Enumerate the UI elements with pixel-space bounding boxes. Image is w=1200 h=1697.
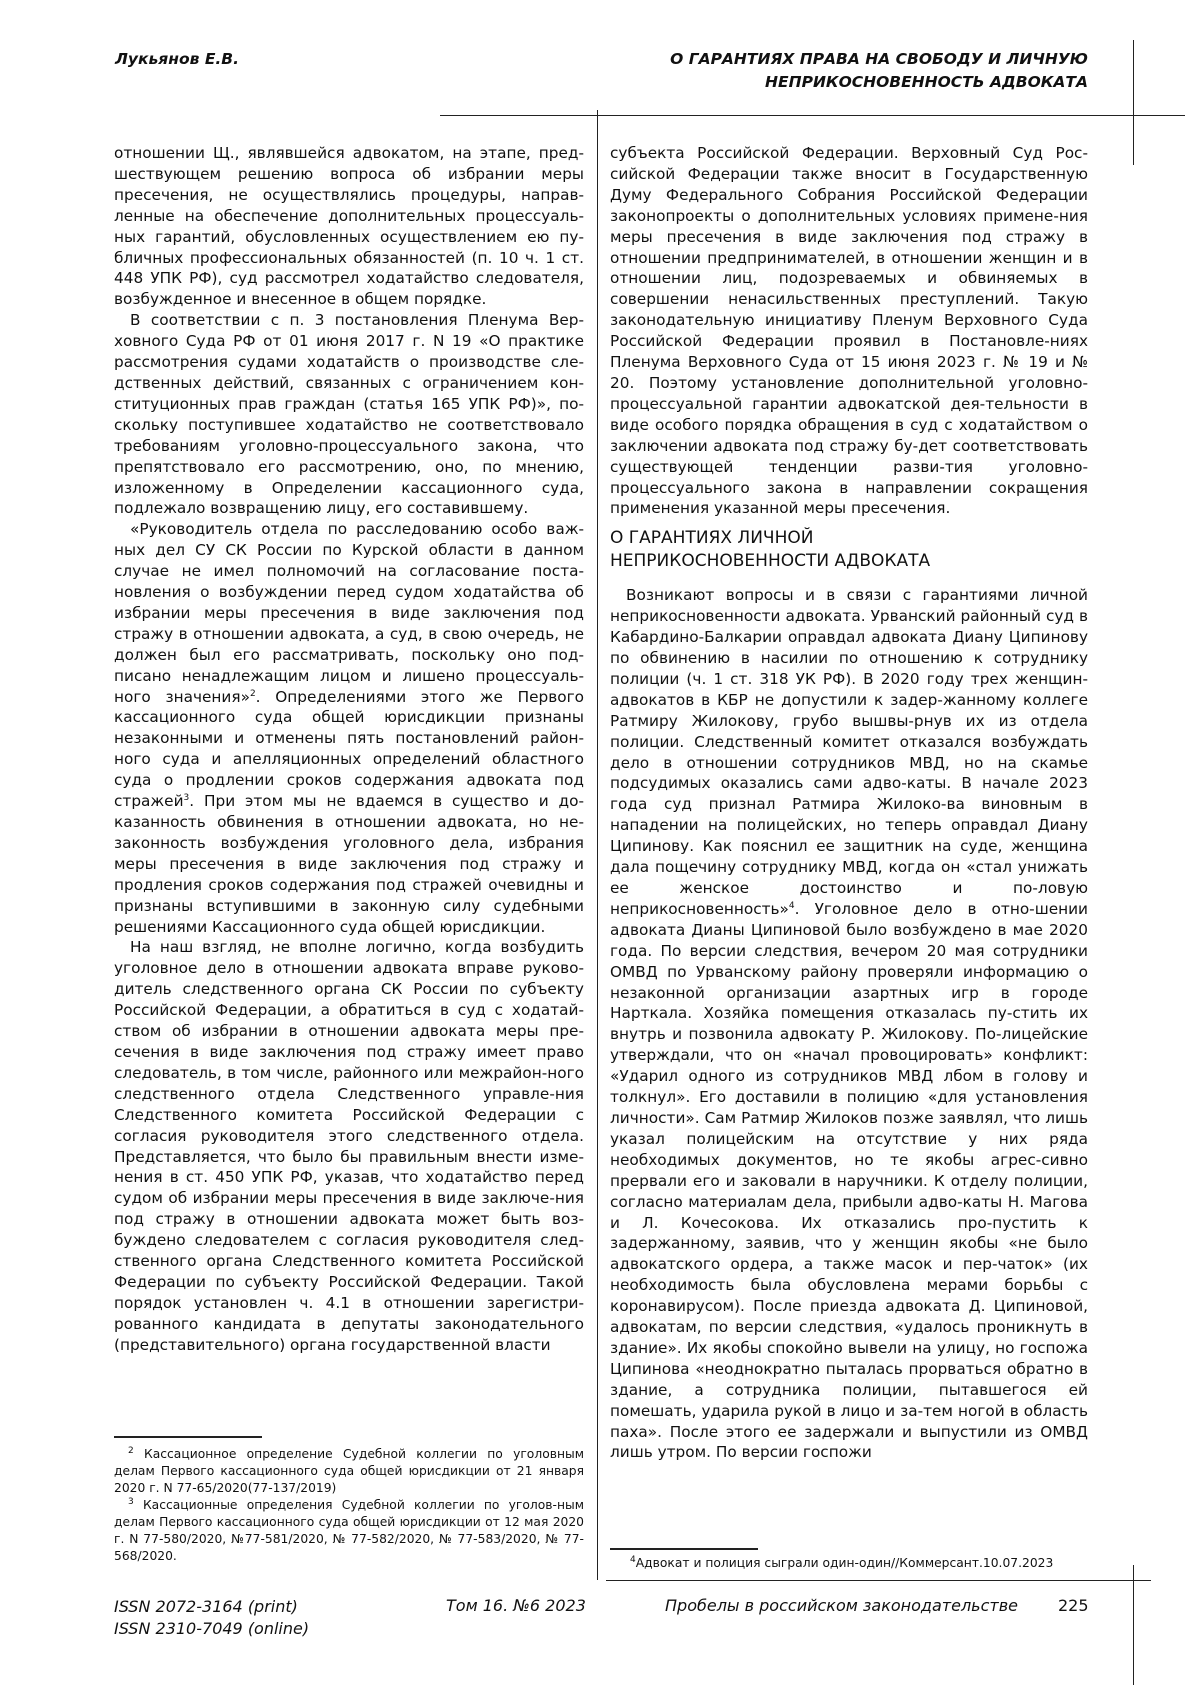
running-header-title (528, 48, 1088, 94)
header-horizontal-rule (440, 115, 1185, 116)
left-paragraph-3-part1: «Руководитель отдела по расследованию особо важ-ных дел СУ СК России по Курской области в данном случае не имел полномочий на согласование поста-новления о возбуждении перед судом ходатайства об избрании меры пресечения в виде заключения под стражу в отношении адвоката, а суд, в свою очередь, не должен был его рассматривать, поскольку оно под-писано ненадлежащим лицом и лишено процессуаль-ного значения» (114, 520, 584, 706)
running-header-title-line1: О ГАРАНТИЯХ ПРАВА НА СВОБОДУ И ЛИЧНУЮ (670, 50, 1088, 68)
footnote-4-number: 4 (630, 1554, 636, 1565)
column-divider (597, 110, 598, 1580)
right-paragraph-2-part1: Возникают вопросы и в связи с гарантиями личной неприкосновенности адвоката. Урванский районный суд в Кабардино-Балкарии оправдал адвоката Диану Ципинову по обвинению в насилии по отношению к сотруднику полиции (ч. 1 ст. 318 УК РФ). В 2020 году трех женщин-адвокатов в КБР не допустили к задер-жанному коллеге Ратмиру Жилокову, грубо вышвы-рнув их из отдела полиции. Следственный комитет отказался возбуждать дело в отношении сотрудников МВД, но на скамье подсудимых оказались сами адво-каты. В начале 2023 года суд признал Ратмира Жилоко-ва виновным в нападении на полицейских, но теперь оправдал Диану Ципинову. Как пояснил ее защитник на суде, женщина дала пощечину сотруднику МВД, когда он «стал унижать ее женское достоинство и по-ловую неприкосновенность» (610, 586, 1088, 918)
left-paragraph-3-part2: . Определениями этого же Первого кассационного суда общей юрисдикции признаны незаконными и отменены пять постановлений район-ного суда и апелляционных определений областного суда о продлении сроков содержания адвоката под стражей (114, 687, 584, 811)
running-header-title-line2: НЕПРИКОСНОВЕННОСТЬ АДВОКАТА (765, 73, 1088, 91)
footnote-3-number: 3 (128, 1497, 134, 1508)
footer-issn (114, 1596, 309, 1640)
left-paragraph-3-part3: . При этом мы не вдаемся в существо и до-казанность обвинения в отношении адвоката, но не-законность возбуждения уголовного дела, избрания меры пресечения в виде заключения под стражу и продления сроков содержания под стражей очевидны и признаны вступившими в законную силу судебными решениями Кассационного суда общей юрисдикции. (114, 792, 584, 936)
left-paragraph-2: В соответствии с п. 3 постановления Пленума Вер-ховного Суда РФ от 01 июня 2017 г. N 19 «О практике рассмотрения судами ходатайств о производстве сле-дственных действий, связанных с ограничением кон-ституционных прав граждан (статья 165 УПК РФ)», по-скольку поступившее ходатайство не соответствовало требованиям уголовно-процессуального закона, что препятствовало его рассмотрению, оно, по мнению, изложенному в Определении кассационного суда, подлежало возвращению лицу, его составившему. (114, 311, 584, 518)
left-column (114, 143, 584, 1356)
section-heading (610, 527, 1088, 573)
footer-volume: Том 16. №6 2023 (446, 1596, 586, 1615)
footer-vertical-rule (1133, 1565, 1134, 1685)
right-paragraph-2 (610, 585, 1088, 1463)
footer-issn-print: ISSN 2072-3164 (print) (114, 1597, 298, 1616)
footnote-separator-left (114, 1436, 262, 1438)
footnote-2-number: 2 (128, 1445, 134, 1456)
right-paragraph-2-part2: . Уголовное дело в отно-шении адвоката Дианы Ципиновой было возбуждено в мае 2020 года. По версии следствия, вечером 20 мая сотрудники ОМВД по Урванскому району проверяли информацию о незаконной организации азартных игр в городе Нарткала. Хозяйка помещения отказалась пу-стить их внутрь и позвонила адвокату Р. Жилокову. По-лицейские утверждали, что он «начал провоцировать» конфликт: «Ударил одного из сотрудников МВД лбом в голову и толкнул». Его доставили в полицию «для установления личности». Сам Ратмир Жилоков позже заявлял, что лишь указал полицейским на отсутствие у них ряда необходимых документов, но те якобы агрес-сивно прервали его и заковали в наручники. К отделу полиции, согласно материалам дела, прибыли адво-каты Н. Магова и Л. Кочесокова. Их отказались про-пустить к задержанному, заявив, что у женщин якобы «не было адвокатского ордера, а также масок и пер-чаток» (их необходимость была обусловлена мерами борьбы с коронавирусом). После приезда адвоката Д. Ципиновой, адвокатам, по версии следствия, «удалось проникнуть в здание». Их якобы спокойно вывели на улицу, но госпожа Ципинова «неоднократно пыталась прорваться обратно в здание, а сотрудника полиции, пытавшегося ей помешать, ударила рукой в лицо и за-тем ногой в область паха». После этого ее задержали и выпустили из ОМВД лишь утром. По версии госпожи (610, 899, 1088, 1462)
footnote-3-text: Кассационные определения Судебной коллегии по уголов-ным делам Первого кассационного суда общей юрисдикции от 12 мая 2020 г. N 77-580/2020, №77-581/2020, № 77-582/2020, № 77-583/2020, № 77-568/2020. (114, 1498, 584, 1563)
page-number: 225 (1058, 1596, 1089, 1615)
footnote-2-text: Кассационное определение Судебной коллегии по уголовным делам Первого кассационного суда общей юрисдикции от 21 января 2020 г. N 77-65/2020(77-137/2019) (114, 1447, 584, 1495)
footer-journal-name: Пробелы в российском законодательстве (665, 1596, 1018, 1615)
footnotes-left (114, 1446, 584, 1566)
footnote-separator-right (610, 1548, 758, 1550)
footnote-3 (114, 1497, 584, 1564)
running-header-author: Лукьянов Е.В. (115, 50, 239, 68)
left-paragraph-1: отношении Щ., являвшейся адвокатом, на этапе, пред-шествующем решению вопроса об избрании меры пресечения, не осуществлялись процедуры, направ-ленные на обеспечение дополнительных процессуаль-ных гарантий, обусловленных осуществлением ею пу-бличных профессиональных обязанностей (п. 10 ч. 1 ст. 448 УПК РФ), суд рассмотрел ходатайство следователя, возбужденное и внесенное в общем порядке. (114, 144, 584, 309)
footnote-4 (630, 1555, 1090, 1571)
right-paragraph-1: субъекта Российской Федерации. Верховный Суд Рос-сийской Федерации также вносит в Государственную Думу Федерального Собрания Российской Федерации законопроекты о дополнительных условиях примене-ния меры пресечения в виде заключения под стражу в отношении предпринимателей, в отношении женщин и в отношении лиц, подозреваемых и обвиняемых в совершении ненасильственных преступлений. Такую законодательную инициативу Пленум Верховного Суда Российской Федерации проявил в Постановле-ниях Пленума Верховного Суда от 15 июня 2023 г. № 19 и № 20. Поэтому установление дополнительной уголовно-процессуальной гарантии адвокатской дея-тельности в виде особого порядка обращения в суд с ходатайством о заключении адвоката под стражу бу-дет соответствовать существующей тенденции разви-тия уголовно-процессуального закона в направлении сокращения применения указанной меры пресечения. (610, 144, 1088, 518)
footer-horizontal-rule (606, 1580, 1151, 1581)
left-paragraph-4: На наш взгляд, не вполне логично, когда возбудить уголовное дело в отношении адвоката вправе руково-дитель следственного органа СК России по субъекту Российской Федерации, а обратиться в суд с ходатай-ством об избрании в отношении адвоката меры пре-сечения в виде заключения под стражу имеет право следователь, в том числе, районного или межрайон-ного следственного отдела Следственного управле-ния Следственного комитета Российской Федерации с согласия руководителя этого следственного отдела. Представляется, что было бы правильным внести изме-нения в ст. 450 УПК РФ, указав, что ходатайство перед судом об избрании меры пресечения в виде заключе-ния под стражу в отношении адвоката может быть воз-буждено следователем с согласия руководителя след-ственного органа Следственного комитета Российской Федерации по субъекту Российской Федерации. Такой порядок установлен ч. 4.1 в отношении зарегистри-рованного кандидата в депутаты законодательного (представительного) органа государственной власти (114, 938, 584, 1354)
right-column (610, 143, 1088, 1463)
header-vertical-rule (1133, 40, 1134, 165)
footnote-2 (114, 1446, 584, 1496)
left-paragraph-3 (114, 519, 584, 937)
footnote-ref-3[interactable]: 3 (183, 793, 190, 803)
section-heading-line2: НЕПРИКОСНОВЕННОСТИ АДВОКАТА (610, 551, 931, 572)
footer-issn-online: ISSN 2310-7049 (online) (114, 1619, 310, 1638)
footnote-4-text: Адвокат и полиция сыграли один-один//Коммерсант.10.07.2023 (635, 1556, 1054, 1570)
section-heading-line1: О ГАРАНТИЯХ ЛИЧНОЙ (610, 528, 814, 549)
footnote-ref-4[interactable]: 4 (788, 900, 795, 911)
footnote-ref-2[interactable]: 2 (249, 688, 256, 699)
